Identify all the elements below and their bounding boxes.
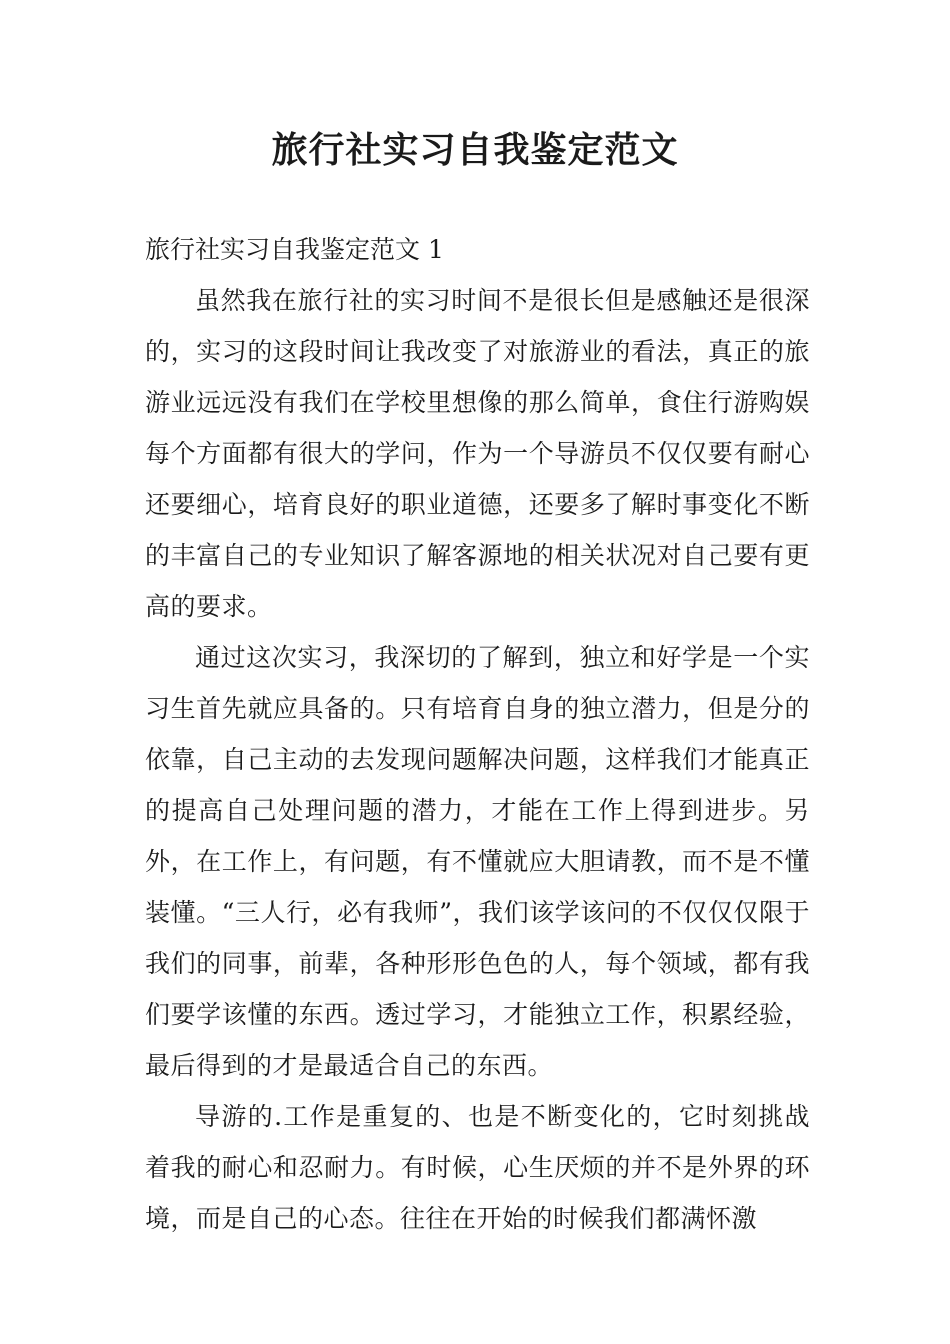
document-title: 旅行社实习自我鉴定范文 xyxy=(271,129,679,171)
paragraph-3: 导游的.工作是重复的、也是不断变化的，它时刻挑战着我的耐心和忍耐力。有时候，心生厌烦的并不是外界的环境，而是自己的心态。往往在开始的时候我们都满怀激 xyxy=(145,1102,810,1233)
paragraph-1: 虽然我在旅行社的实习时间不是很长但是感触还是很深的，实习的这段时间让我改变了对旅游业的看法，真正的旅游业远远没有我们在学校里想像的那么简单，食住行游购娱每个方面都有很大的学问，作为一个导游员不仅仅要有耐心还要细心，培育良好的职业道德，还要多了解时事变化不断的丰富自己的专业知识了解客源地的相关状况对自己要有更高的要求。 xyxy=(145,286,810,621)
section-heading: 旅行社实习自我鉴定范文 1 xyxy=(145,235,444,264)
document-body xyxy=(145,224,810,1244)
paragraph-2: 通过这次实习，我深切的了解到，独立和好学是一个实习生首先就应具备的。只有培育自身的独立潜力，但是分的依靠，自己主动的去发现问题解决问题，这样我们才能真正的提高自己处理问题的潜力，才能在工作上得到进步。另外，在工作上，有问题，有不懂就应大胆请教，而不是不懂装懂。“三人行，必有我师”，我们该学该问的不仅仅仅限于我们的同事，前辈，各种形形色色的人，每个领域，都有我们要学该懂的东西。透过学习，才能独立工作，积累经验，最后得到的才是最适合自己的东西。 xyxy=(145,643,810,1080)
